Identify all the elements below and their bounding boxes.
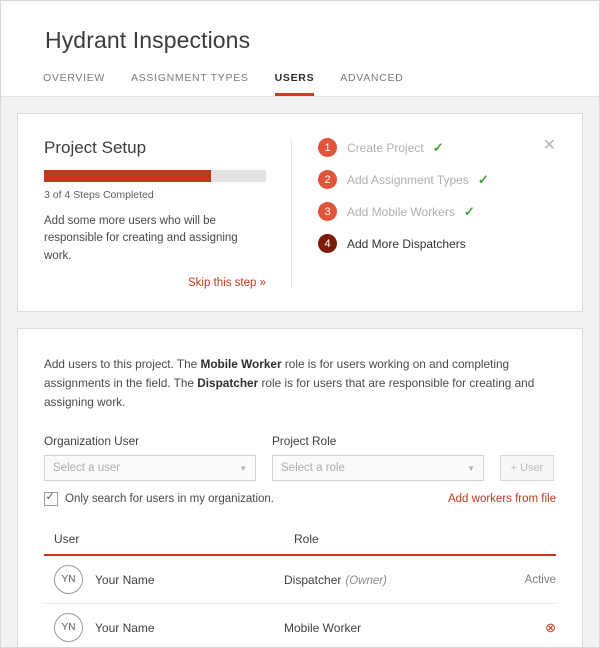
progress-bar <box>44 170 266 182</box>
check-icon: ✓ <box>477 171 489 187</box>
tab-assignment-types[interactable]: ASSIGNMENT TYPES <box>131 72 249 84</box>
role-value: Mobile Worker <box>284 620 362 635</box>
org-only-checkbox-label: Only search for users in my organization. <box>65 493 275 506</box>
project-role-field <box>272 434 484 481</box>
add-workers-from-file-link[interactable]: Add workers from file <box>447 493 556 506</box>
project-setup-card <box>17 113 583 312</box>
organization-user-select-value: Select a user <box>53 462 121 475</box>
project-setup-title: Project Setup <box>44 138 147 157</box>
step-number-badge: 4 <box>318 234 337 253</box>
chevron-down-icon: ▼ <box>239 463 247 473</box>
tab-users[interactable]: USERS <box>275 72 315 96</box>
organization-user-field <box>44 434 256 481</box>
project-setup-description: Add some more users who will be responsible for creating and assigning work. <box>44 215 238 262</box>
project-role-label: Project Role <box>272 434 337 449</box>
intro-part-2: role is for users working on and completing assignments in the field. The <box>44 356 510 390</box>
setup-step-1[interactable] <box>318 138 556 157</box>
step-label: Add More Dispatchers <box>347 236 466 251</box>
page-header <box>1 1 599 97</box>
user-cell <box>44 565 284 594</box>
organization-user-select[interactable] <box>44 455 256 481</box>
chevron-down-icon: ▼ <box>467 463 475 473</box>
avatar: YN <box>54 565 83 594</box>
skip-step-link[interactable]: Skip this step » <box>188 276 266 289</box>
intro-bold-dispatcher: Dispatcher <box>197 375 259 390</box>
role-owner-tag: (Owner) <box>345 574 387 587</box>
users-table <box>44 532 556 648</box>
intro-bold-mobile-worker: Mobile Worker <box>200 356 282 371</box>
org-only-checkbox-group <box>44 492 274 506</box>
close-icon[interactable]: ✕ <box>542 137 556 154</box>
role-value: Dispatcher <box>284 572 342 587</box>
add-user-button[interactable]: + User <box>500 455 554 481</box>
progress-label: 3 of 4 Steps Completed <box>44 189 154 201</box>
step-number-badge: 3 <box>318 202 337 221</box>
project-setup-progress-panel <box>44 138 292 289</box>
org-only-checkbox[interactable] <box>44 492 58 506</box>
user-cell <box>44 613 284 642</box>
project-setup-steps <box>292 138 556 289</box>
role-cell <box>284 621 486 635</box>
table-row[interactable] <box>44 556 556 604</box>
organization-user-label: Organization User <box>44 434 140 449</box>
remove-user-icon[interactable]: ⊗ <box>545 619 556 635</box>
step-label: Add Assignment Types <box>347 172 469 187</box>
column-header-role: Role <box>294 532 319 547</box>
tab-advanced[interactable]: ADVANCED <box>340 72 404 84</box>
table-header-row <box>44 532 556 556</box>
project-role-select[interactable] <box>272 455 484 481</box>
role-cell <box>284 573 486 587</box>
table-row[interactable] <box>44 604 556 648</box>
users-card <box>17 328 583 648</box>
step-number-badge: 2 <box>318 170 337 189</box>
step-number-badge: 1 <box>318 138 337 157</box>
tab-overview[interactable]: OVERVIEW <box>43 72 106 84</box>
check-icon: ✓ <box>463 203 475 219</box>
options-row <box>44 492 556 506</box>
setup-step-2[interactable] <box>318 170 556 189</box>
column-header-user: User <box>54 532 80 547</box>
progress-bar-fill <box>44 170 211 182</box>
step-label: Add Mobile Workers <box>347 204 455 219</box>
setup-step-4[interactable] <box>318 234 556 253</box>
user-name: Your Name <box>95 572 155 587</box>
user-name: Your Name <box>95 620 155 635</box>
step-label: Create Project <box>347 140 424 155</box>
users-intro-text <box>44 355 556 412</box>
setup-step-3[interactable] <box>318 202 556 221</box>
avatar: YN <box>54 613 83 642</box>
project-role-select-value: Select a role <box>281 462 345 475</box>
page-title: Hydrant Inspections <box>45 27 251 53</box>
status-badge: Active <box>524 573 556 586</box>
tab-bar <box>43 72 599 96</box>
intro-part-1: Add users to this project. The <box>44 356 201 371</box>
intro-part-3: role is for users that are responsible for creating and assigning work. <box>44 375 535 409</box>
check-icon: ✓ <box>432 139 444 155</box>
column-header-status <box>486 532 556 546</box>
add-user-form <box>44 434 556 481</box>
